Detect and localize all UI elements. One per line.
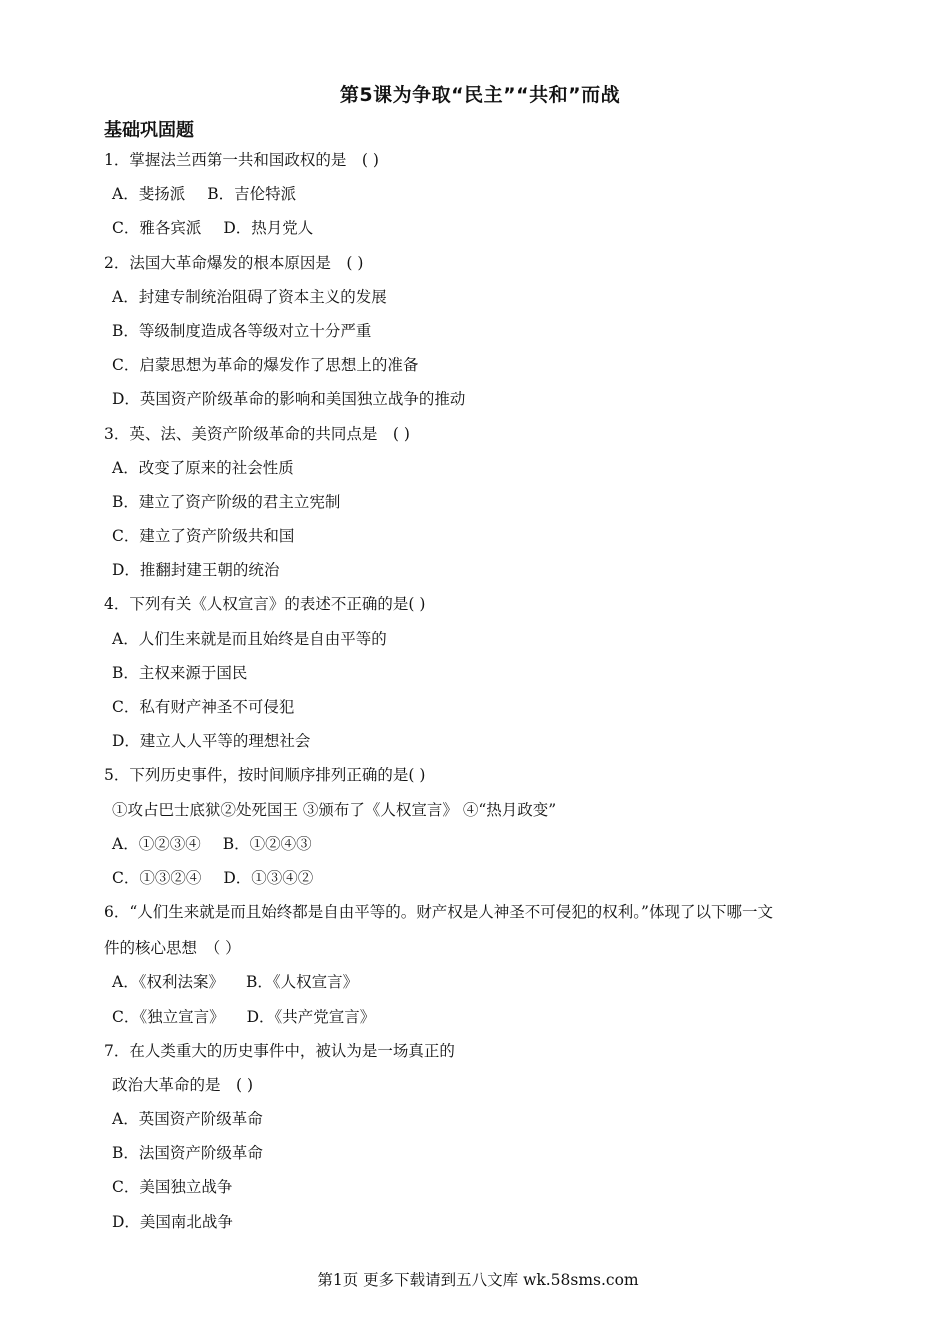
option-c: C．雅各宾派 — [112, 219, 202, 238]
option-a: A．人们生来就是而且始终是自由平等的 — [112, 629, 387, 648]
option-d: D．推翻封建王朝的统治 — [112, 561, 280, 580]
question-6-options-ab — [104, 970, 864, 1004]
question-1-options-cd — [104, 216, 864, 250]
option-d: D．建立人人平等的理想社会 — [112, 732, 311, 751]
question-1-options-ab — [104, 182, 864, 216]
question-7-stem-line2: 政治大革命的是 ( ) — [112, 1075, 254, 1094]
option-c: C．启蒙思想为革命的爆发作了思想上的准备 — [112, 356, 419, 375]
option-d: D．《共产党宣言》 — [246, 1007, 376, 1026]
option-d: D．①③④② — [223, 868, 314, 887]
question-5-stem: 5．下列历史事件，按时间顺序排列正确的是( ) — [104, 766, 426, 785]
option-c: C．①③②④ — [112, 868, 202, 887]
option-d: D．美国南北战争 — [112, 1212, 233, 1231]
lesson-title: 第5课为争取“民主”“共和”而战 — [339, 84, 621, 106]
question-4-stem: 4．下列有关《人权宣言》的表述不正确的是( ) — [104, 595, 426, 614]
option-b: B．主权来源于国民 — [112, 663, 248, 682]
option-a: A．英国资产阶级革命 — [112, 1110, 263, 1129]
question-5-events: ①攻占巴士底狱②处死国王 ③颁布了《人权宣言》 ④“热月政变” — [112, 800, 557, 819]
option-a: A．《权利法案》 — [112, 973, 224, 992]
option-b: B．法国资产阶级革命 — [112, 1144, 263, 1163]
question-3-stem: 3．英、法、美资产阶级革命的共同点是 ( ) — [104, 424, 410, 443]
question-7-stem-line1: 7．在人类重大的历史事件中，被认为是一场真正的 — [104, 1041, 455, 1060]
option-a: A．①②③④ — [112, 834, 201, 853]
option-b: B．①②④③ — [222, 834, 312, 853]
option-c: C．《独立宣言》 — [112, 1007, 225, 1026]
question-1-stem: 1．掌握法兰西第一共和国政权的是 ( ) — [104, 151, 379, 169]
question-5-options-cd — [104, 866, 864, 900]
question-6-options-cd — [104, 1005, 864, 1039]
section-heading: 基础巩固题 — [104, 120, 194, 141]
option-a: A．斐扬派 — [112, 185, 186, 204]
option-d: D．热月党人 — [223, 219, 314, 238]
option-b: B．《人权宣言》 — [245, 973, 359, 992]
question-list — [104, 148, 864, 1244]
option-b: B．吉伦特派 — [207, 185, 297, 204]
option-b: B．等级制度造成各等级对立十分严重 — [112, 321, 372, 340]
option-c: C．私有财产神圣不可侵犯 — [112, 698, 295, 716]
option-b: B．建立了资产阶级的君主立宪制 — [112, 492, 341, 511]
question-2-stem: 2．法国大革命爆发的根本原因是 ( ) — [104, 253, 364, 272]
question-5-options-ab — [104, 832, 864, 866]
option-c: C．建立了资产阶级共和国 — [112, 527, 295, 546]
option-a: A．改变了原来的社会性质 — [112, 458, 294, 477]
option-d: D．英国资产阶级革命的影响和美国独立战争的推动 — [112, 390, 466, 409]
question-6-stem-line2: 件的核心思想 （ ） — [104, 939, 241, 958]
question-6-stem-line1: 6．“人们生来就是而且始终都是自由平等的。财产权是人神圣不可侵犯的权利。”体现了以下哪一文 — [104, 903, 773, 922]
option-c: C．美国独立战争 — [112, 1178, 233, 1197]
option-a: A．封建专制统治阻碍了资本主义的发展 — [112, 287, 387, 306]
page-footer: 第1页 更多下载请到五八文库 wk.58sms.com — [317, 1271, 639, 1289]
